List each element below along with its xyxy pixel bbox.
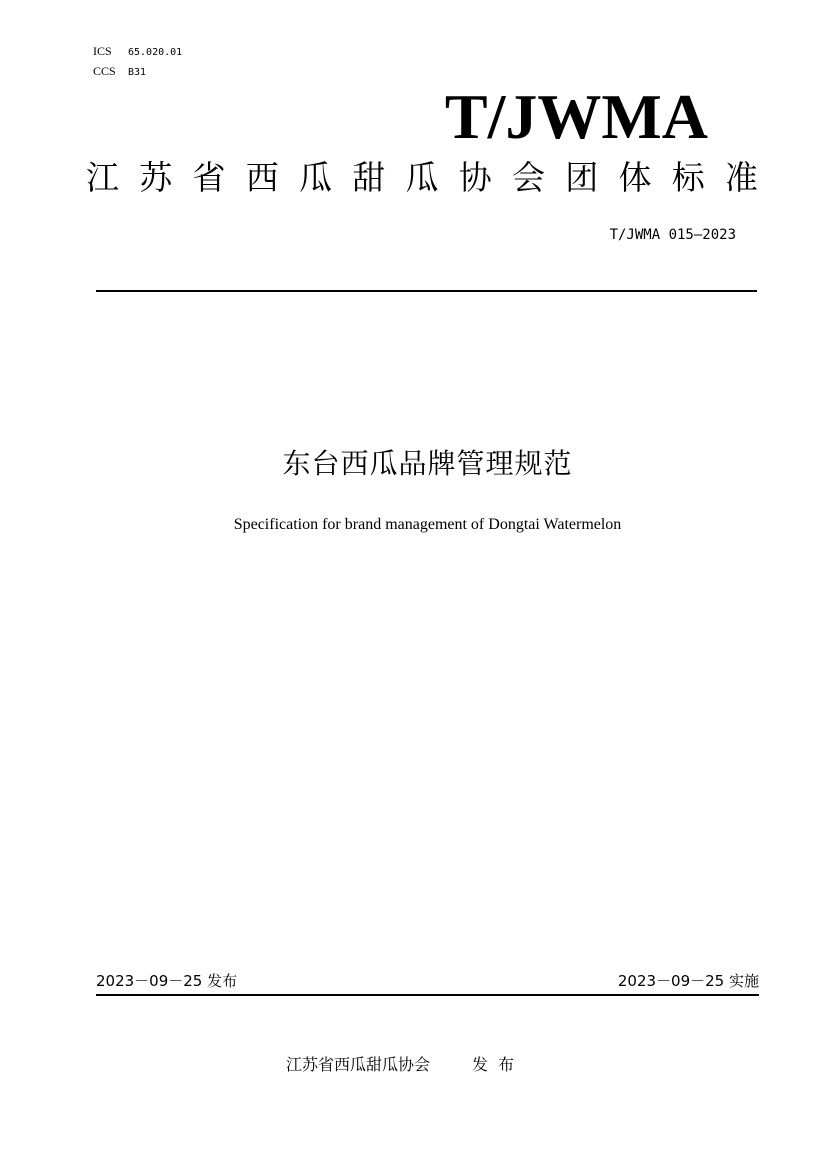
ics-value: 65.020.01 <box>128 47 183 58</box>
org-title-char: 协 <box>458 158 492 197</box>
ccs-code-row <box>93 60 182 80</box>
org-title-char: 江 <box>86 158 119 197</box>
org-title-char: 准 <box>725 158 758 197</box>
classification-codes <box>93 40 182 80</box>
org-title-char: 苏 <box>139 158 173 197</box>
org-title-char: 会 <box>512 158 545 197</box>
org-title-char: 省 <box>192 158 226 197</box>
publisher-line <box>286 1053 524 1077</box>
publish-date: 2023－09－25 发布 <box>96 972 238 990</box>
org-title-char: 瓜 <box>299 158 332 197</box>
org-title-char: 西 <box>245 158 279 197</box>
org-title-char: 体 <box>618 158 652 197</box>
publisher-name: 江苏省西瓜甜瓜协会 <box>286 1055 431 1074</box>
ics-label: ICS <box>93 44 112 58</box>
implement-date: 2023－09－25 实施 <box>617 972 759 990</box>
org-title-char: 甜 <box>352 158 386 197</box>
ccs-label: CCS <box>93 64 116 78</box>
ccs-value: B31 <box>128 67 147 78</box>
ics-code-row <box>93 40 182 60</box>
document-subtitle: Specification for brand management of Dongtai Watermelon <box>233 516 622 533</box>
publisher-action: 发布 <box>472 1055 525 1074</box>
standard-number: T/JWMA 015—2023 <box>609 227 736 243</box>
standard-logo: T/JWMA <box>444 81 708 152</box>
document-title: 东台西瓜品牌管理规范 <box>282 447 573 480</box>
dates-row <box>96 970 759 992</box>
org-title-char: 团 <box>565 158 599 197</box>
header-divider <box>96 290 757 292</box>
org-title-char: 瓜 <box>405 158 439 197</box>
footer-divider <box>96 994 759 996</box>
organization-standard-title <box>86 156 758 200</box>
org-title-char: 标 <box>671 158 705 197</box>
